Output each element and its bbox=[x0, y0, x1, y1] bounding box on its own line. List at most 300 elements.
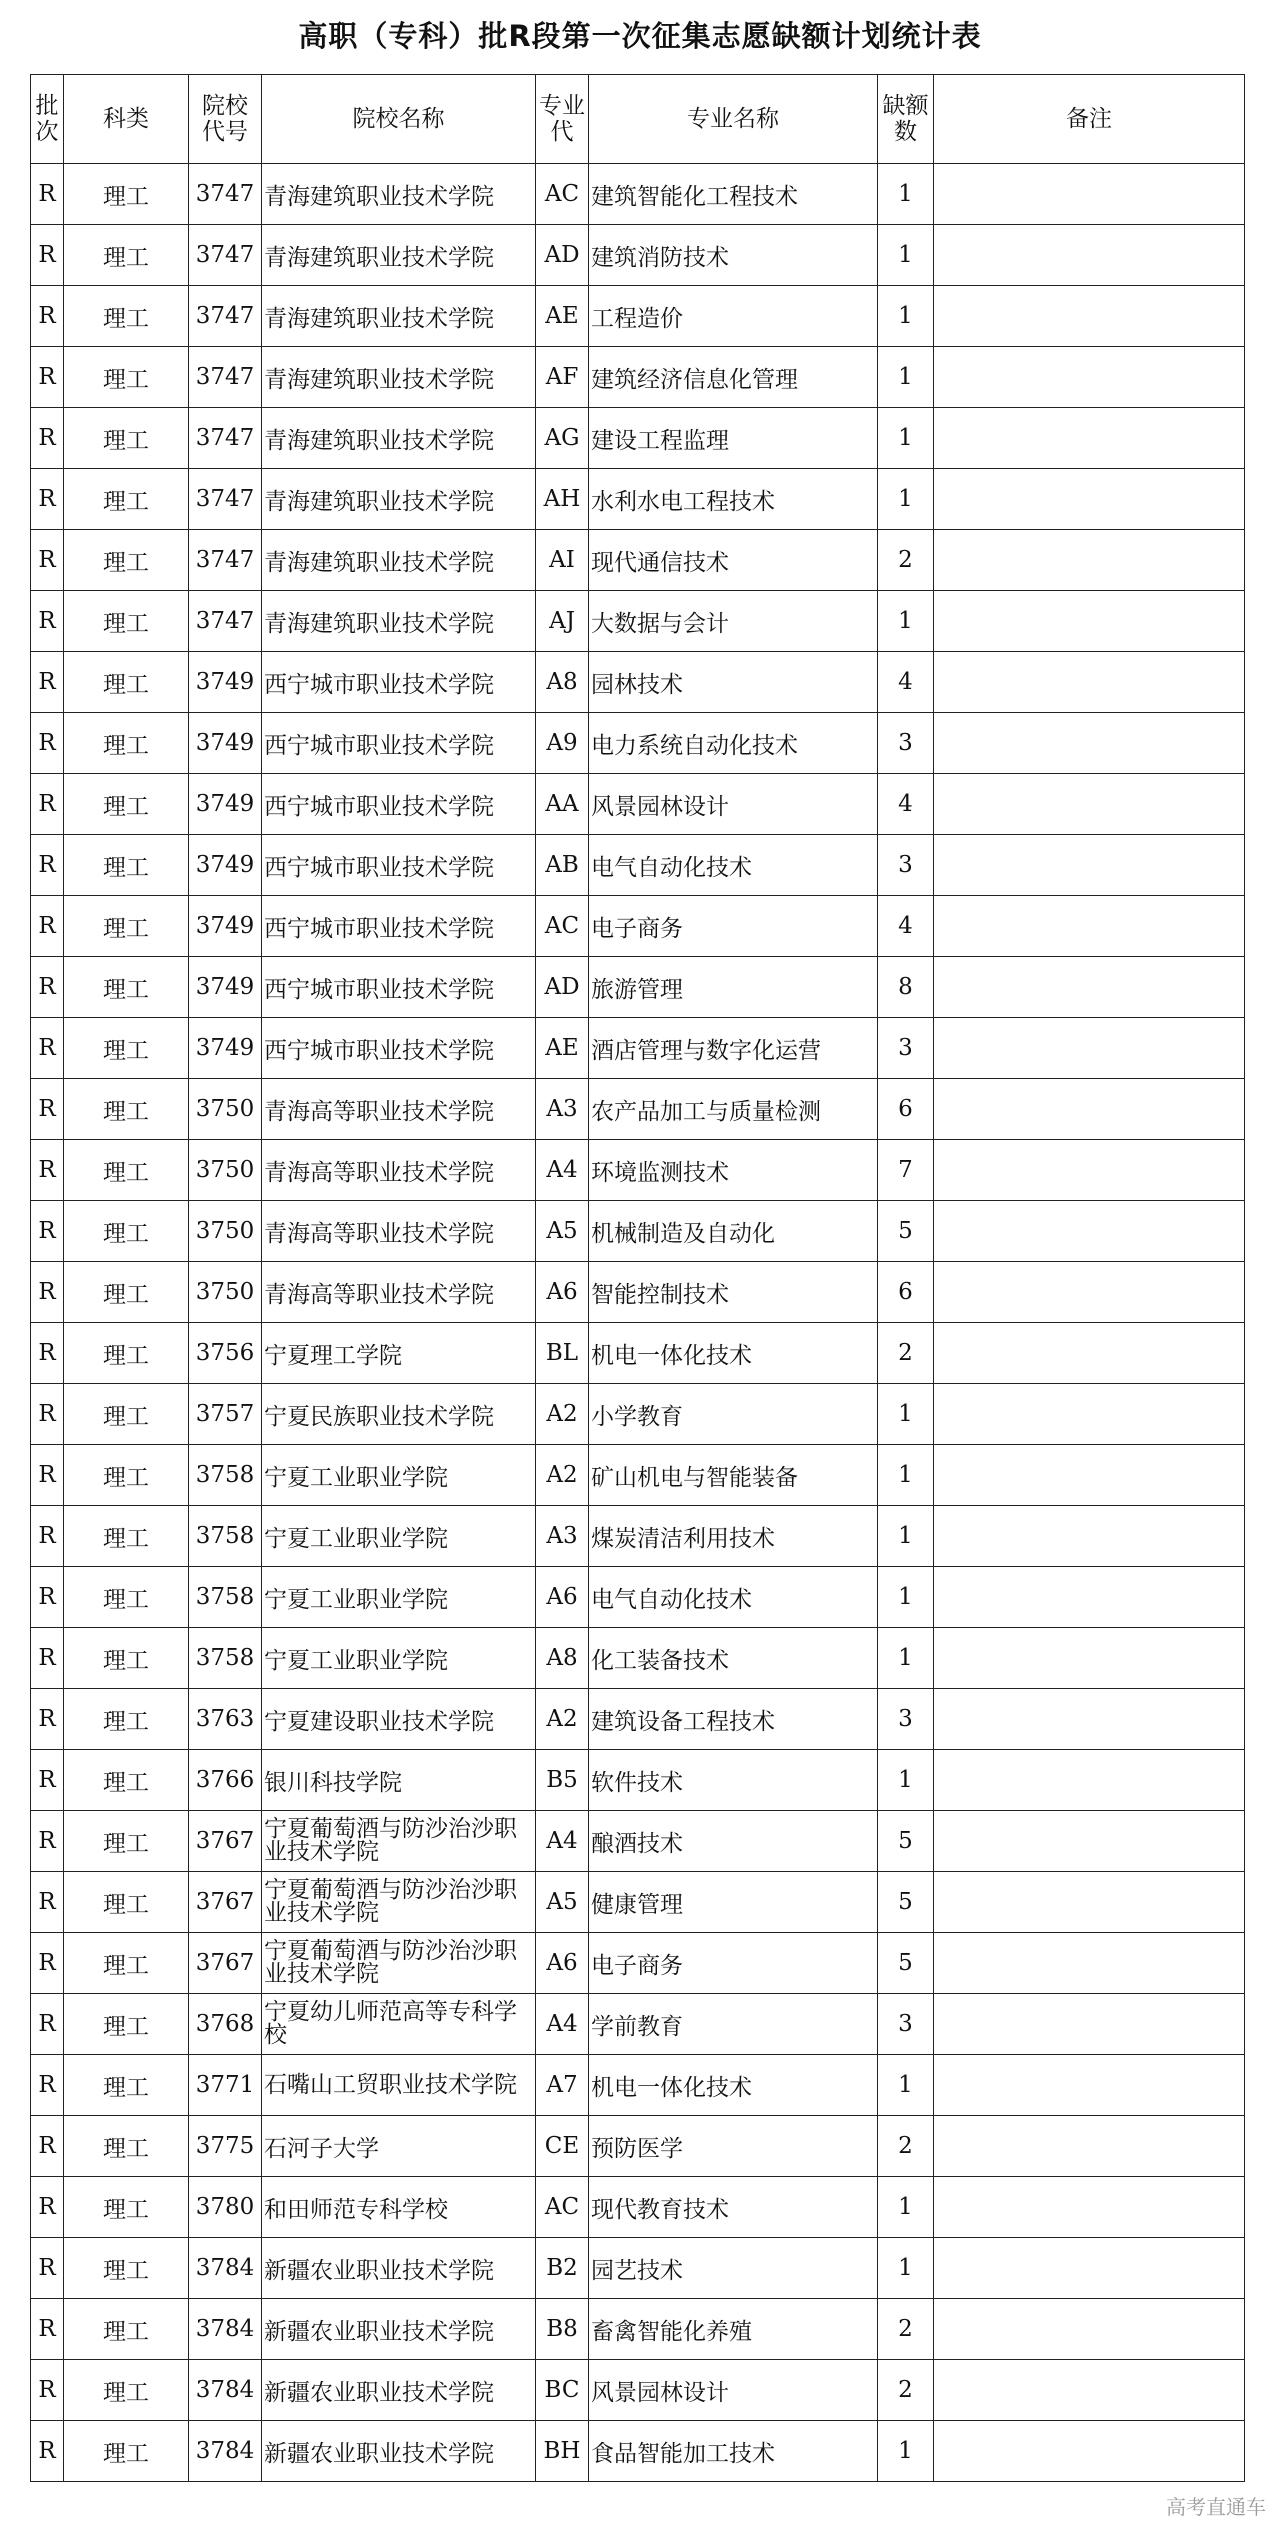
cell-major-name: 风景园林设计 bbox=[589, 774, 878, 835]
cell-institution-code: 3766 bbox=[189, 1750, 262, 1811]
cell-remark bbox=[934, 1384, 1245, 1445]
cell-vacancy: 1 bbox=[878, 2238, 934, 2299]
cell-major-name: 建筑设备工程技术 bbox=[589, 1689, 878, 1750]
cell-major-name: 电气自动化技术 bbox=[589, 835, 878, 896]
header-batch: 批次 bbox=[31, 75, 64, 164]
cell-institution-code: 3749 bbox=[189, 835, 262, 896]
cell-vacancy: 1 bbox=[878, 408, 934, 469]
cell-vacancy: 6 bbox=[878, 1262, 934, 1323]
header-major-code: 专业代 bbox=[536, 75, 589, 164]
cell-vacancy: 1 bbox=[878, 1445, 934, 1506]
cell-major-name: 预防医学 bbox=[589, 2116, 878, 2177]
table-row bbox=[31, 1323, 1245, 1384]
cell-remark bbox=[934, 1994, 1245, 2055]
table-row bbox=[31, 164, 1245, 225]
cell-major-name: 建筑消防技术 bbox=[589, 225, 878, 286]
cell-major-name: 机电一体化技术 bbox=[589, 2055, 878, 2116]
cell-remark bbox=[934, 1628, 1245, 1689]
cell-major-code: A2 bbox=[536, 1445, 589, 1506]
cell-vacancy: 1 bbox=[878, 1506, 934, 1567]
cell-batch: R bbox=[31, 1079, 64, 1140]
table-row bbox=[31, 2238, 1245, 2299]
cell-category: 理工 bbox=[64, 1628, 189, 1689]
cell-major-name: 旅游管理 bbox=[589, 957, 878, 1018]
cell-remark bbox=[934, 2116, 1245, 2177]
cell-batch: R bbox=[31, 2299, 64, 2360]
cell-category: 理工 bbox=[64, 1445, 189, 1506]
cell-remark bbox=[934, 2177, 1245, 2238]
cell-institution-name: 宁夏葡萄酒与防沙治沙职业技术学院 bbox=[262, 1811, 536, 1872]
cell-category: 理工 bbox=[64, 1750, 189, 1811]
table-body bbox=[31, 164, 1245, 2482]
cell-institution-name: 西宁城市职业技术学院 bbox=[262, 1018, 536, 1079]
cell-institution-code: 3756 bbox=[189, 1323, 262, 1384]
cell-major-name: 小学教育 bbox=[589, 1384, 878, 1445]
cell-institution-code: 3747 bbox=[189, 347, 262, 408]
cell-major-code: A7 bbox=[536, 2055, 589, 2116]
cell-institution-name: 西宁城市职业技术学院 bbox=[262, 957, 536, 1018]
cell-major-name: 园艺技术 bbox=[589, 2238, 878, 2299]
cell-category: 理工 bbox=[64, 408, 189, 469]
cell-major-code: A6 bbox=[536, 1567, 589, 1628]
cell-institution-name: 宁夏民族职业技术学院 bbox=[262, 1384, 536, 1445]
cell-category: 理工 bbox=[64, 774, 189, 835]
cell-institution-code: 3749 bbox=[189, 713, 262, 774]
cell-major-code: CE bbox=[536, 2116, 589, 2177]
cell-category: 理工 bbox=[64, 286, 189, 347]
cell-batch: R bbox=[31, 1506, 64, 1567]
cell-batch: R bbox=[31, 469, 64, 530]
cell-major-code: A9 bbox=[536, 713, 589, 774]
cell-institution-name: 青海建筑职业技术学院 bbox=[262, 347, 536, 408]
cell-institution-name: 青海高等职业技术学院 bbox=[262, 1201, 536, 1262]
cell-institution-name: 宁夏葡萄酒与防沙治沙职业技术学院 bbox=[262, 1933, 536, 1994]
cell-batch: R bbox=[31, 347, 64, 408]
cell-batch: R bbox=[31, 1140, 64, 1201]
cell-institution-name: 西宁城市职业技术学院 bbox=[262, 774, 536, 835]
cell-remark bbox=[934, 713, 1245, 774]
cell-major-code: A8 bbox=[536, 652, 589, 713]
table-row bbox=[31, 591, 1245, 652]
cell-vacancy: 5 bbox=[878, 1933, 934, 1994]
cell-batch: R bbox=[31, 1262, 64, 1323]
cell-category: 理工 bbox=[64, 1262, 189, 1323]
cell-major-name: 电气自动化技术 bbox=[589, 1567, 878, 1628]
cell-major-code: A3 bbox=[536, 1506, 589, 1567]
cell-major-code: BC bbox=[536, 2360, 589, 2421]
cell-category: 理工 bbox=[64, 164, 189, 225]
header-row bbox=[31, 75, 1245, 164]
table-row bbox=[31, 835, 1245, 896]
cell-institution-code: 3767 bbox=[189, 1811, 262, 1872]
cell-batch: R bbox=[31, 2055, 64, 2116]
cell-category: 理工 bbox=[64, 1201, 189, 1262]
cell-major-code: AB bbox=[536, 835, 589, 896]
cell-remark bbox=[934, 1811, 1245, 1872]
cell-batch: R bbox=[31, 1384, 64, 1445]
cell-institution-code: 3758 bbox=[189, 1445, 262, 1506]
cell-remark bbox=[934, 286, 1245, 347]
cell-institution-name: 宁夏理工学院 bbox=[262, 1323, 536, 1384]
cell-remark bbox=[934, 408, 1245, 469]
cell-institution-code: 3767 bbox=[189, 1872, 262, 1933]
cell-institution-code: 3749 bbox=[189, 896, 262, 957]
cell-category: 理工 bbox=[64, 957, 189, 1018]
cell-category: 理工 bbox=[64, 1506, 189, 1567]
cell-major-code: A4 bbox=[536, 1811, 589, 1872]
cell-major-code: AC bbox=[536, 2177, 589, 2238]
cell-major-code: AF bbox=[536, 347, 589, 408]
cell-batch: R bbox=[31, 1018, 64, 1079]
table-header bbox=[31, 75, 1245, 164]
cell-batch: R bbox=[31, 225, 64, 286]
cell-batch: R bbox=[31, 1994, 64, 2055]
cell-major-code: AI bbox=[536, 530, 589, 591]
cell-institution-code: 3750 bbox=[189, 1262, 262, 1323]
cell-vacancy: 5 bbox=[878, 1201, 934, 1262]
table-row bbox=[31, 1079, 1245, 1140]
cell-major-code: AA bbox=[536, 774, 589, 835]
header-category: 科类 bbox=[64, 75, 189, 164]
cell-major-code: AJ bbox=[536, 591, 589, 652]
cell-vacancy: 1 bbox=[878, 1384, 934, 1445]
cell-remark bbox=[934, 1201, 1245, 1262]
cell-institution-code: 3784 bbox=[189, 2299, 262, 2360]
cell-major-name: 酿酒技术 bbox=[589, 1811, 878, 1872]
table-row bbox=[31, 713, 1245, 774]
cell-category: 理工 bbox=[64, 225, 189, 286]
cell-major-name: 现代通信技术 bbox=[589, 530, 878, 591]
cell-vacancy: 1 bbox=[878, 2177, 934, 2238]
cell-remark bbox=[934, 774, 1245, 835]
cell-remark bbox=[934, 2238, 1245, 2299]
cell-major-name: 智能控制技术 bbox=[589, 1262, 878, 1323]
cell-vacancy: 1 bbox=[878, 286, 934, 347]
cell-remark bbox=[934, 1323, 1245, 1384]
table-row bbox=[31, 957, 1245, 1018]
cell-institution-code: 3768 bbox=[189, 1994, 262, 2055]
cell-vacancy: 1 bbox=[878, 1567, 934, 1628]
header-vacancy: 缺额数 bbox=[878, 75, 934, 164]
cell-vacancy: 1 bbox=[878, 1628, 934, 1689]
cell-major-name: 水利水电工程技术 bbox=[589, 469, 878, 530]
cell-vacancy: 4 bbox=[878, 774, 934, 835]
cell-major-name: 电子商务 bbox=[589, 896, 878, 957]
table-row bbox=[31, 1567, 1245, 1628]
cell-institution-code: 3758 bbox=[189, 1567, 262, 1628]
cell-batch: R bbox=[31, 1689, 64, 1750]
cell-category: 理工 bbox=[64, 2238, 189, 2299]
cell-remark bbox=[934, 1506, 1245, 1567]
cell-category: 理工 bbox=[64, 835, 189, 896]
watermark: 高考直通车 bbox=[1166, 2495, 1266, 2519]
cell-major-name: 环境监测技术 bbox=[589, 1140, 878, 1201]
cell-vacancy: 3 bbox=[878, 1689, 934, 1750]
cell-institution-code: 3749 bbox=[189, 957, 262, 1018]
cell-category: 理工 bbox=[64, 2116, 189, 2177]
cell-remark bbox=[934, 1933, 1245, 1994]
cell-category: 理工 bbox=[64, 896, 189, 957]
cell-institution-code: 3771 bbox=[189, 2055, 262, 2116]
cell-major-code: B2 bbox=[536, 2238, 589, 2299]
cell-batch: R bbox=[31, 774, 64, 835]
cell-institution-name: 青海高等职业技术学院 bbox=[262, 1262, 536, 1323]
table-row bbox=[31, 1018, 1245, 1079]
cell-batch: R bbox=[31, 2360, 64, 2421]
cell-batch: R bbox=[31, 713, 64, 774]
cell-vacancy: 2 bbox=[878, 2116, 934, 2177]
cell-batch: R bbox=[31, 164, 64, 225]
cell-vacancy: 5 bbox=[878, 1811, 934, 1872]
cell-batch: R bbox=[31, 835, 64, 896]
table-row bbox=[31, 1750, 1245, 1811]
cell-institution-name: 西宁城市职业技术学院 bbox=[262, 835, 536, 896]
cell-institution-code: 3750 bbox=[189, 1140, 262, 1201]
cell-batch: R bbox=[31, 2177, 64, 2238]
cell-batch: R bbox=[31, 1323, 64, 1384]
cell-vacancy: 2 bbox=[878, 1323, 934, 1384]
cell-batch: R bbox=[31, 1628, 64, 1689]
cell-batch: R bbox=[31, 1872, 64, 1933]
cell-major-code: BH bbox=[536, 2421, 589, 2482]
cell-vacancy: 2 bbox=[878, 2360, 934, 2421]
table-row bbox=[31, 2055, 1245, 2116]
cell-major-name: 园林技术 bbox=[589, 652, 878, 713]
cell-major-name: 机械制造及自动化 bbox=[589, 1201, 878, 1262]
cell-major-name: 建设工程监理 bbox=[589, 408, 878, 469]
cell-institution-name: 青海高等职业技术学院 bbox=[262, 1079, 536, 1140]
cell-remark bbox=[934, 957, 1245, 1018]
cell-category: 理工 bbox=[64, 2299, 189, 2360]
cell-major-code: AH bbox=[536, 469, 589, 530]
cell-category: 理工 bbox=[64, 1079, 189, 1140]
cell-institution-name: 西宁城市职业技术学院 bbox=[262, 713, 536, 774]
cell-vacancy: 1 bbox=[878, 2055, 934, 2116]
cell-vacancy: 1 bbox=[878, 1750, 934, 1811]
cell-institution-name: 宁夏工业职业学院 bbox=[262, 1506, 536, 1567]
cell-major-code: AC bbox=[536, 896, 589, 957]
cell-institution-name: 银川科技学院 bbox=[262, 1750, 536, 1811]
cell-institution-name: 宁夏工业职业学院 bbox=[262, 1445, 536, 1506]
cell-batch: R bbox=[31, 957, 64, 1018]
cell-category: 理工 bbox=[64, 2177, 189, 2238]
cell-institution-name: 新疆农业职业技术学院 bbox=[262, 2238, 536, 2299]
cell-batch: R bbox=[31, 1445, 64, 1506]
cell-institution-code: 3749 bbox=[189, 1018, 262, 1079]
cell-institution-name: 青海建筑职业技术学院 bbox=[262, 530, 536, 591]
cell-institution-name: 青海建筑职业技术学院 bbox=[262, 164, 536, 225]
cell-category: 理工 bbox=[64, 652, 189, 713]
cell-vacancy: 7 bbox=[878, 1140, 934, 1201]
cell-major-name: 学前教育 bbox=[589, 1994, 878, 2055]
cell-major-code: A5 bbox=[536, 1201, 589, 1262]
cell-remark bbox=[934, 896, 1245, 957]
cell-major-code: A2 bbox=[536, 1689, 589, 1750]
cell-remark bbox=[934, 2421, 1245, 2482]
cell-vacancy: 3 bbox=[878, 835, 934, 896]
cell-remark bbox=[934, 347, 1245, 408]
cell-category: 理工 bbox=[64, 1323, 189, 1384]
cell-institution-name: 青海高等职业技术学院 bbox=[262, 1140, 536, 1201]
cell-vacancy: 1 bbox=[878, 469, 934, 530]
cell-remark bbox=[934, 530, 1245, 591]
cell-institution-name: 新疆农业职业技术学院 bbox=[262, 2421, 536, 2482]
cell-major-code: A4 bbox=[536, 1140, 589, 1201]
cell-major-name: 畜禽智能化养殖 bbox=[589, 2299, 878, 2360]
cell-major-name: 煤炭清洁利用技术 bbox=[589, 1506, 878, 1567]
cell-major-name: 健康管理 bbox=[589, 1872, 878, 1933]
table-row bbox=[31, 2177, 1245, 2238]
cell-remark bbox=[934, 652, 1245, 713]
table-row bbox=[31, 530, 1245, 591]
cell-category: 理工 bbox=[64, 1872, 189, 1933]
cell-institution-code: 3747 bbox=[189, 408, 262, 469]
cell-vacancy: 2 bbox=[878, 2299, 934, 2360]
cell-institution-name: 青海建筑职业技术学院 bbox=[262, 408, 536, 469]
cell-institution-code: 3763 bbox=[189, 1689, 262, 1750]
table-row bbox=[31, 225, 1245, 286]
cell-major-name: 电力系统自动化技术 bbox=[589, 713, 878, 774]
cell-institution-name: 青海建筑职业技术学院 bbox=[262, 225, 536, 286]
cell-institution-name: 和田师范专科学校 bbox=[262, 2177, 536, 2238]
cell-institution-code: 3747 bbox=[189, 164, 262, 225]
cell-batch: R bbox=[31, 591, 64, 652]
cell-major-code: A2 bbox=[536, 1384, 589, 1445]
cell-major-name: 现代教育技术 bbox=[589, 2177, 878, 2238]
cell-institution-name: 新疆农业职业技术学院 bbox=[262, 2360, 536, 2421]
cell-category: 理工 bbox=[64, 1933, 189, 1994]
cell-major-code: A6 bbox=[536, 1262, 589, 1323]
cell-major-name: 工程造价 bbox=[589, 286, 878, 347]
cell-remark bbox=[934, 2360, 1245, 2421]
cell-institution-code: 3747 bbox=[189, 286, 262, 347]
cell-category: 理工 bbox=[64, 1384, 189, 1445]
cell-remark bbox=[934, 2299, 1245, 2360]
cell-institution-name: 青海建筑职业技术学院 bbox=[262, 469, 536, 530]
cell-remark bbox=[934, 1689, 1245, 1750]
cell-category: 理工 bbox=[64, 347, 189, 408]
cell-major-code: AD bbox=[536, 957, 589, 1018]
header-remark: 备注 bbox=[934, 75, 1245, 164]
cell-institution-name: 宁夏建设职业技术学院 bbox=[262, 1689, 536, 1750]
cell-batch: R bbox=[31, 896, 64, 957]
cell-institution-name: 青海建筑职业技术学院 bbox=[262, 591, 536, 652]
cell-vacancy: 4 bbox=[878, 896, 934, 957]
cell-remark bbox=[934, 1140, 1245, 1201]
table-row bbox=[31, 1933, 1245, 1994]
cell-category: 理工 bbox=[64, 1567, 189, 1628]
table-row bbox=[31, 1201, 1245, 1262]
cell-category: 理工 bbox=[64, 1994, 189, 2055]
cell-vacancy: 1 bbox=[878, 2421, 934, 2482]
cell-remark bbox=[934, 1750, 1245, 1811]
cell-category: 理工 bbox=[64, 530, 189, 591]
cell-vacancy: 3 bbox=[878, 713, 934, 774]
table-row bbox=[31, 1994, 1245, 2055]
cell-institution-name: 西宁城市职业技术学院 bbox=[262, 896, 536, 957]
table-row bbox=[31, 1872, 1245, 1933]
cell-institution-name: 青海建筑职业技术学院 bbox=[262, 286, 536, 347]
cell-vacancy: 3 bbox=[878, 1994, 934, 2055]
cell-institution-name: 西宁城市职业技术学院 bbox=[262, 652, 536, 713]
cell-institution-name: 宁夏幼儿师范高等专科学校 bbox=[262, 1994, 536, 2055]
cell-vacancy: 8 bbox=[878, 957, 934, 1018]
cell-institution-code: 3780 bbox=[189, 2177, 262, 2238]
cell-major-name: 酒店管理与数字化运营 bbox=[589, 1018, 878, 1079]
cell-remark bbox=[934, 1872, 1245, 1933]
table-row bbox=[31, 1140, 1245, 1201]
header-institution-name: 院校名称 bbox=[262, 75, 536, 164]
table-row bbox=[31, 2421, 1245, 2482]
cell-batch: R bbox=[31, 408, 64, 469]
vacancy-plan-table bbox=[30, 74, 1245, 2482]
table-row bbox=[31, 347, 1245, 408]
cell-institution-code: 3758 bbox=[189, 1506, 262, 1567]
cell-major-code: A6 bbox=[536, 1933, 589, 1994]
cell-vacancy: 1 bbox=[878, 225, 934, 286]
cell-institution-name: 石嘴山工贸职业技术学院 bbox=[262, 2055, 536, 2116]
cell-institution-code: 3747 bbox=[189, 225, 262, 286]
cell-major-code: AD bbox=[536, 225, 589, 286]
cell-institution-code: 3747 bbox=[189, 469, 262, 530]
cell-remark bbox=[934, 1445, 1245, 1506]
cell-major-code: AG bbox=[536, 408, 589, 469]
cell-institution-code: 3784 bbox=[189, 2421, 262, 2482]
cell-major-name: 食品智能加工技术 bbox=[589, 2421, 878, 2482]
cell-major-code: AE bbox=[536, 286, 589, 347]
table-row bbox=[31, 896, 1245, 957]
cell-major-name: 大数据与会计 bbox=[589, 591, 878, 652]
cell-institution-name: 宁夏工业职业学院 bbox=[262, 1567, 536, 1628]
table-row bbox=[31, 1628, 1245, 1689]
cell-institution-code: 3749 bbox=[189, 774, 262, 835]
page-title: 高职（专科）批R段第一次征集志愿缺额计划统计表 bbox=[298, 19, 982, 53]
cell-institution-code: 3775 bbox=[189, 2116, 262, 2177]
header-institution-code: 院校代号 bbox=[189, 75, 262, 164]
cell-institution-name: 石河子大学 bbox=[262, 2116, 536, 2177]
cell-major-name: 矿山机电与智能装备 bbox=[589, 1445, 878, 1506]
cell-batch: R bbox=[31, 1750, 64, 1811]
cell-major-name: 化工装备技术 bbox=[589, 1628, 878, 1689]
table-row bbox=[31, 286, 1245, 347]
table-row bbox=[31, 469, 1245, 530]
cell-major-code: A3 bbox=[536, 1079, 589, 1140]
cell-remark bbox=[934, 835, 1245, 896]
cell-major-code: BL bbox=[536, 1323, 589, 1384]
table-row bbox=[31, 1384, 1245, 1445]
cell-vacancy: 2 bbox=[878, 530, 934, 591]
cell-batch: R bbox=[31, 1811, 64, 1872]
table-row bbox=[31, 2360, 1245, 2421]
cell-institution-name: 宁夏葡萄酒与防沙治沙职业技术学院 bbox=[262, 1872, 536, 1933]
cell-remark bbox=[934, 591, 1245, 652]
header-major-name: 专业名称 bbox=[589, 75, 878, 164]
cell-batch: R bbox=[31, 2421, 64, 2482]
cell-category: 理工 bbox=[64, 2055, 189, 2116]
cell-major-name: 软件技术 bbox=[589, 1750, 878, 1811]
cell-major-name: 农产品加工与质量检测 bbox=[589, 1079, 878, 1140]
cell-category: 理工 bbox=[64, 1140, 189, 1201]
table-row bbox=[31, 1689, 1245, 1750]
cell-category: 理工 bbox=[64, 591, 189, 652]
cell-remark bbox=[934, 469, 1245, 530]
cell-major-code: B8 bbox=[536, 2299, 589, 2360]
cell-major-code: AE bbox=[536, 1018, 589, 1079]
cell-institution-code: 3747 bbox=[189, 530, 262, 591]
cell-remark bbox=[934, 1262, 1245, 1323]
table-row bbox=[31, 1262, 1245, 1323]
table-row bbox=[31, 774, 1245, 835]
